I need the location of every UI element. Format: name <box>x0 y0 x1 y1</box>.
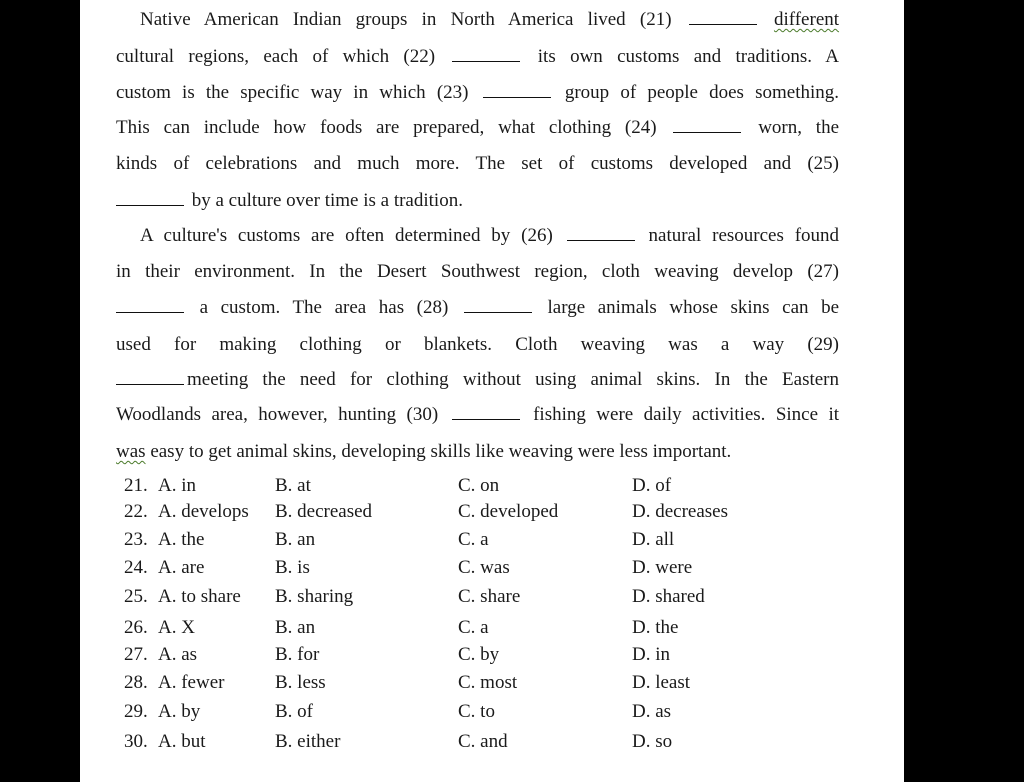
text-segment: a custom. The area has (28) <box>199 297 449 318</box>
text-line <box>116 116 839 140</box>
text-segment: custom is the specific way in which (23) <box>116 82 469 103</box>
text-segment: was <box>116 441 146 462</box>
text-line <box>116 152 839 176</box>
option-c[interactable]: C. on <box>458 475 500 496</box>
text-line <box>116 189 839 213</box>
option-a[interactable]: A. X <box>158 617 195 638</box>
question-number: 30. <box>124 731 148 752</box>
question-number: 24. <box>124 557 148 578</box>
answer-blank-28[interactable] <box>464 311 532 313</box>
option-d[interactable]: D. in <box>632 644 670 665</box>
answer-blank-21[interactable] <box>689 23 757 25</box>
option-c[interactable]: C. and <box>458 731 508 752</box>
question-number: 25. <box>124 586 148 607</box>
option-a[interactable]: A. are <box>158 557 205 578</box>
answer-blank-27[interactable] <box>116 311 184 313</box>
text-line <box>116 333 839 357</box>
option-d[interactable]: D. decreases <box>632 501 729 522</box>
option-b[interactable]: B. of <box>275 701 313 722</box>
option-c[interactable]: C. by <box>458 644 500 665</box>
option-b[interactable]: B. decreased <box>275 501 373 522</box>
document-page <box>80 0 904 782</box>
text-segment: This can include how foods are prepared, what clothing (24) <box>116 117 657 138</box>
text-line <box>116 368 839 392</box>
text-segment: different <box>773 9 840 30</box>
answer-blank-26[interactable] <box>567 239 635 241</box>
text-segment: kinds of celebrations and much more. The set of customs developed and (25) <box>116 153 839 174</box>
option-d[interactable]: D. of <box>632 475 672 496</box>
answer-blank-29[interactable] <box>116 383 184 385</box>
option-d[interactable]: D. so <box>632 731 673 752</box>
option-b[interactable]: B. for <box>275 644 320 665</box>
question-number: 23. <box>124 529 148 550</box>
option-a[interactable]: A. in <box>158 475 196 496</box>
option-b[interactable]: B. an <box>275 529 316 550</box>
text-segment: group of people does something. <box>564 82 840 103</box>
text-segment: Woodlands area, however, hunting (30) <box>116 404 439 425</box>
option-a[interactable]: A. as <box>158 644 198 665</box>
option-c[interactable]: C. was <box>458 557 510 578</box>
text-segment: by a culture over time is a tradition. <box>191 190 463 211</box>
option-c[interactable]: C. most <box>458 672 518 693</box>
option-b[interactable]: B. is <box>275 557 310 578</box>
answer-blank-25[interactable] <box>116 204 184 206</box>
answer-blank-23[interactable] <box>483 96 551 98</box>
text-line <box>116 81 839 105</box>
text-segment: natural resources found <box>648 225 840 246</box>
option-d[interactable]: D. the <box>632 617 679 638</box>
option-c[interactable]: C. share <box>458 586 521 607</box>
option-c[interactable]: C. a <box>458 617 489 638</box>
question-number: 22. <box>124 501 148 522</box>
text-segment: large animals whose skins can be <box>547 297 840 318</box>
option-b[interactable]: B. sharing <box>275 586 354 607</box>
option-d[interactable]: D. least <box>632 672 691 693</box>
text-segment: used for making clothing or blankets. Cloth weaving was a way (29) <box>116 334 839 355</box>
option-b[interactable]: B. less <box>275 672 326 693</box>
option-a[interactable]: A. fewer <box>158 672 225 693</box>
question-number: 21. <box>124 475 148 496</box>
answer-blank-22[interactable] <box>452 60 520 62</box>
text-segment: A culture's customs are often determined by (26) <box>140 225 553 246</box>
text-line <box>140 224 839 248</box>
option-b[interactable]: B. at <box>275 475 311 496</box>
option-d[interactable]: D. all <box>632 529 675 550</box>
text-segment: easy to get animal skins, developing skills like weaving were less important. <box>150 441 732 462</box>
text-line <box>116 296 839 320</box>
option-d[interactable]: D. were <box>632 557 693 578</box>
question-number: 29. <box>124 701 148 722</box>
text-segment: meeting the need for clothing without using animal skins. In the Eastern <box>187 369 839 390</box>
option-a[interactable]: A. the <box>158 529 205 550</box>
answer-blank-24[interactable] <box>673 131 741 133</box>
option-d[interactable]: D. as <box>632 701 672 722</box>
option-a[interactable]: A. but <box>158 731 206 752</box>
text-segment: cultural regions, each of which (22) <box>116 46 436 67</box>
answer-blank-30[interactable] <box>452 418 520 420</box>
option-c[interactable]: C. developed <box>458 501 559 522</box>
text-segment: Native American Indian groups in North America lived (21) <box>140 9 672 30</box>
text-segment: worn, the <box>758 117 840 138</box>
text-line <box>116 440 839 464</box>
text-line <box>116 260 839 284</box>
question-number: 27. <box>124 644 148 665</box>
option-c[interactable]: C. to <box>458 701 495 722</box>
question-number: 28. <box>124 672 148 693</box>
option-c[interactable]: C. a <box>458 529 489 550</box>
option-a[interactable]: A. develops <box>158 501 249 522</box>
text-line <box>116 403 839 427</box>
option-a[interactable]: A. to share <box>158 586 241 607</box>
text-segment: fishing were daily activities. Since it <box>533 404 840 425</box>
text-line <box>116 45 839 69</box>
option-b[interactable]: B. either <box>275 731 341 752</box>
text-segment: its own customs and traditions. A <box>537 46 840 67</box>
option-d[interactable]: D. shared <box>632 586 705 607</box>
text-segment: in their environment. In the Desert Southwest region, cloth weaving develop (27) <box>116 261 839 282</box>
option-b[interactable]: B. an <box>275 617 316 638</box>
option-a[interactable]: A. by <box>158 701 201 722</box>
question-number: 26. <box>124 617 148 638</box>
text-line <box>140 8 839 32</box>
